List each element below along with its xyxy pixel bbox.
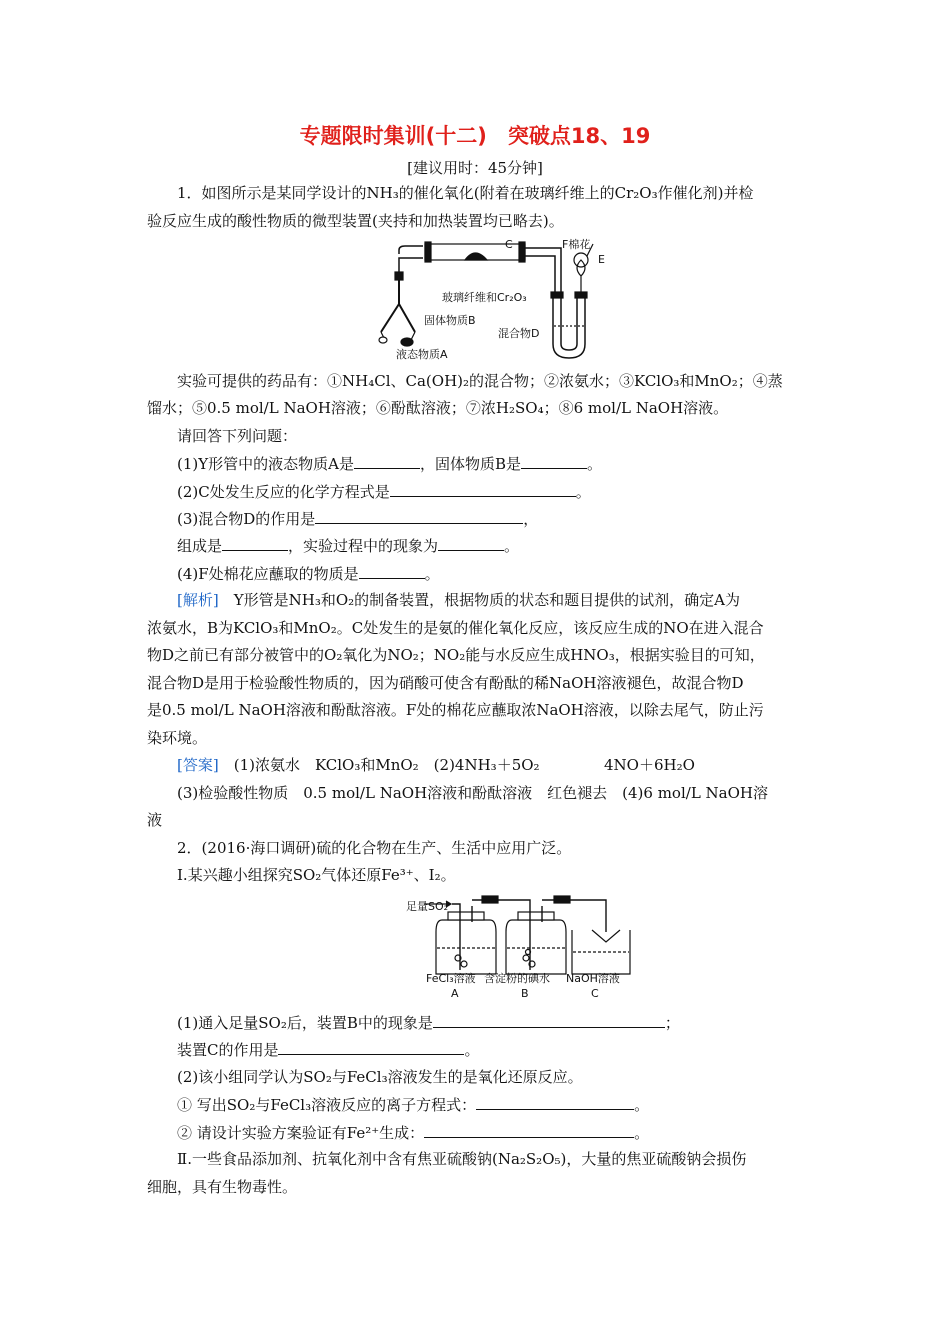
q1-intro-line1: 1．如图所示是某同学设计的NH₃的催化氧化(附着在玻璃纤维上的Cr₂O₃作催化剂)并检 (177, 184, 754, 202)
blank[interactable] (433, 1012, 665, 1028)
q2-part2-line1: Ⅱ.一些食品添加剂、抗氧化剂中含有焦亚硫酸钠(Na₂S₂O₅)，大量的焦亚硫酸钠会损伤 (177, 1150, 747, 1168)
blank[interactable] (354, 453, 420, 469)
label-liquid-a: 液态物质A (396, 348, 448, 361)
q1-part2: (2)C处发生反应的化学方程式是 。 (177, 483, 591, 501)
q1-ask: 请回答下列问题： (177, 427, 298, 445)
label-iodine-water: 含淀粉的碘水 (484, 972, 550, 985)
q2-part1-q1-cont: 装置C的作用是 。 (177, 1041, 480, 1059)
analysis-line1: [解析] Y形管是NH₃和O₂的制备装置，根据物质的状态和题目提供的试剂，确定A为 (177, 591, 740, 609)
label-mix-d: 混合物D (498, 327, 540, 340)
label-solid-b: 固体物质B (424, 314, 476, 327)
answer-line3: 液 (147, 811, 163, 829)
blank[interactable] (424, 1122, 634, 1138)
analysis-line2: 浓氨水，B为KClO₃和MnO₂。C处发生的是氨的催化氧化反应，该反应生成的NO在进入混合 (147, 619, 764, 637)
q2-part1-q2-1: ① 写出SO₂与FeCl₃溶液反应的离子方程式： 。 (177, 1096, 650, 1114)
blank[interactable] (222, 535, 288, 551)
q2-part1-title: Ⅰ.某兴趣小组探究SO₂气体还原Fe³⁺、I₂。 (177, 866, 456, 884)
q2-part1-q1: (1)通入足量SO₂后，装置B中的现象是 ； (177, 1014, 680, 1032)
blank[interactable] (438, 535, 504, 551)
label-c2: C (591, 987, 599, 1000)
label-b: B (521, 987, 529, 1000)
label-e: E (598, 253, 605, 266)
q1-reagents-line1: 实验可提供的药品有：①NH₄Cl、Ca(OH)₂的混合物；②浓氨水；③KClO₃和MnO₂；④蒸 (177, 372, 783, 390)
q1-part1: (1)Y形管中的液态物质A是 ，固体物质B是 。 (177, 455, 603, 473)
analysis-tag: [解析] (177, 591, 219, 609)
u-tube (553, 296, 585, 358)
label-f-cotton: F棉花 (562, 238, 591, 251)
blank[interactable] (359, 563, 425, 579)
solid-b-mark (401, 338, 413, 346)
bottle-b (506, 920, 566, 974)
q1-part4: (4)F处棉花应蘸取的物质是 。 (177, 565, 440, 583)
label-c: C (505, 238, 513, 251)
answer-line2: (3)检验酸性物质 0.5 mol/L NaOH溶液和酚酞溶液 红色褪去 (4)6 mol/L NaOH溶 (177, 784, 768, 802)
y-tube (381, 280, 415, 332)
q1-intro-line2: 验反应生成的酸性物质的微型装置(夹持和加热装置均已略去)。 (147, 212, 564, 230)
page-title: 专题限时集训(十二) 突破点18、19 (299, 124, 651, 148)
analysis-line5: 是0.5 mol/L NaOH溶液和酚酞溶液。F处的棉花应蘸取浓NaOH溶液，以除去尾气，防止污 (147, 701, 764, 719)
q2-part2-line2: 细胞，具有生物毒性。 (147, 1178, 298, 1196)
q1-part3: (3)混合物D的作用是 ， (177, 510, 539, 528)
answer-line1: [答案] (1)浓氨水 KClO₃和MnO₂ (2)4NH₃＋5O₂ (177, 756, 540, 774)
q1-reagents-line2: 馏水；⑤0.5 mol/L NaOH溶液；⑥酚酞溶液；⑦浓H₂SO₄；⑧6 mol/L NaOH溶液。 (147, 399, 729, 417)
blank[interactable] (476, 1094, 634, 1110)
analysis-line3: 物D之前已有部分被管中的O₂氧化为NO₂；NO₂能与水反应生成HNO₃，根据实验目的可知， (147, 646, 765, 664)
label-naoh: NaOH溶液 (566, 972, 620, 985)
time-hint: [建议用时：45分钟] (407, 159, 543, 177)
q2-part1-q2-2: ② 请设计实验方案验证有Fe²⁺生成： 。 (177, 1124, 650, 1142)
blank[interactable] (278, 1039, 464, 1055)
analysis-line6: 染环境。 (147, 729, 208, 747)
label-fecl3: FeCl₃溶液 (426, 972, 476, 985)
blank[interactable] (315, 508, 523, 524)
answer-tag: [答案] (177, 756, 219, 774)
blank[interactable] (390, 481, 576, 497)
label-a: A (451, 987, 459, 1000)
label-so2-inlet: 足量SO₂ (406, 900, 449, 913)
catalyst-lump (465, 253, 487, 260)
q1-part3-cont: 组成是 ，实验过程中的现象为 。 (177, 537, 520, 555)
label-glass-fiber: 玻璃纤维和Cr₂O₃ (442, 291, 527, 304)
analysis-line4: 混合物D是用于检验酸性物质的，因为硝酸可使含有酚酞的稀NaOH溶液褪色，故混合物D (147, 674, 744, 692)
q2-part1-q2: (2)该小组同学认为SO₂与FeCl₃溶液发生的是氧化还原反应。 (177, 1068, 583, 1086)
q2-intro: 2．(2016·海口调研)硫的化合物在生产、生活中应用广泛。 (177, 839, 572, 857)
answer-product: 4NO＋6H₂O (604, 756, 695, 774)
blank[interactable] (521, 453, 587, 469)
